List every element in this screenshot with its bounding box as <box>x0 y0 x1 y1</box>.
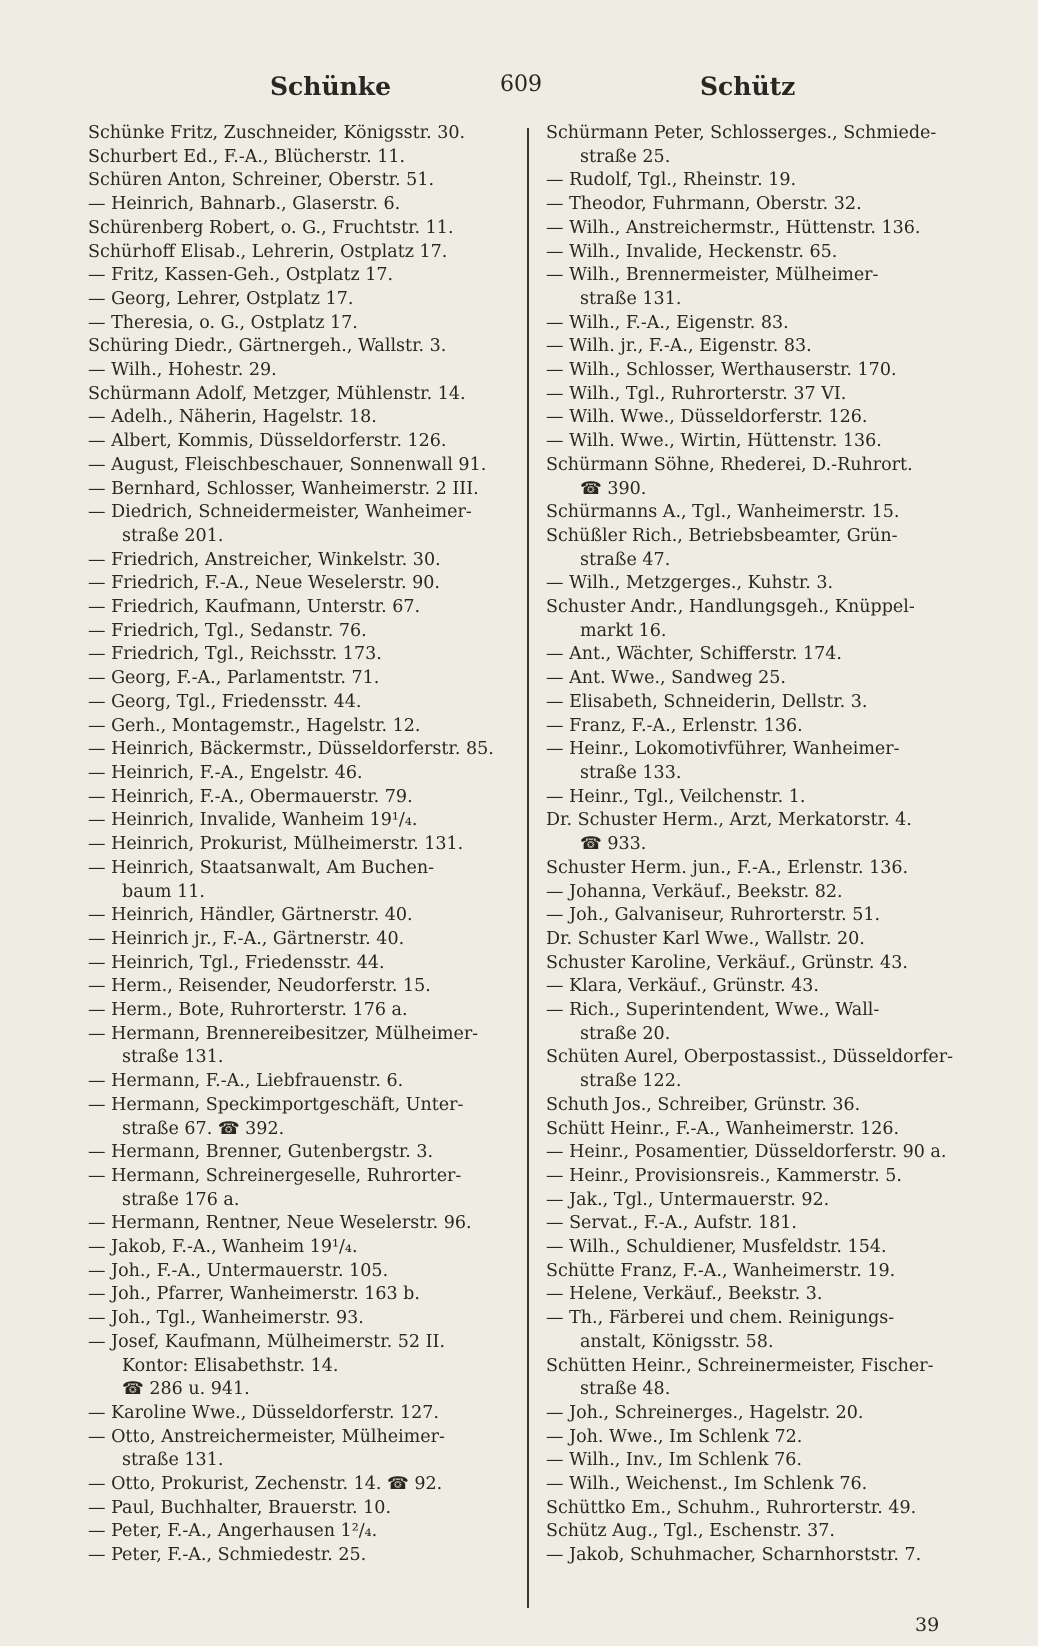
directory-entry: — Wilh. Wwe., Düsseldorferstr. 126. <box>546 407 868 428</box>
directory-entry: — Hermann, Speckimportgeschäft, Unter- <box>88 1094 464 1115</box>
directory-entry: — Rudolf, Tgl., Rheinstr. 19. <box>546 170 797 191</box>
entry-continuation: straße 176 a. <box>122 1189 240 1210</box>
directory-entry: — Servat., F.-A., Aufstr. 181. <box>546 1213 797 1234</box>
directory-entry: — Wilh., Anstreichermstr., Hüttenstr. 136. <box>546 217 921 238</box>
directory-entry: — Georg, Lehrer, Ostplatz 17. <box>88 288 354 309</box>
directory-entry: — Heinrich, Tgl., Friedensstr. 44. <box>88 952 385 973</box>
directory-entry: — Joh. Wwe., Im Schlenk 72. <box>546 1426 803 1447</box>
directory-entry: — Joh., Galvaniseur, Ruhrorterstr. 51. <box>546 905 881 926</box>
directory-entry: — Heinrich, F.-A., Engelstr. 46. <box>88 762 363 783</box>
directory-entry: — Hermann, Brenner, Gutenbergstr. 3. <box>88 1142 434 1163</box>
directory-entry: — Heinrich, Bäckermstr., Düsseldorferstr. 85. <box>88 739 494 760</box>
left-column <box>88 122 513 1568</box>
directory-entry: — Otto, Prokurist, Zechenstr. 14. ☎ 92. <box>88 1474 443 1495</box>
directory-entry: — Heinrich, Händler, Gärtnerstr. 40. <box>88 905 413 926</box>
entry-continuation: straße 131. <box>122 1450 224 1471</box>
directory-entry: — Heinr., Tgl., Veilchenstr. 1. <box>546 786 806 807</box>
entry-continuation: ☎ 390. <box>580 478 647 499</box>
directory-entry: — Joh., Schreinerges., Hagelstr. 20. <box>546 1402 864 1423</box>
directory-entry: — Wilh. Wwe., Wirtin, Hüttenstr. 136. <box>546 431 882 452</box>
directory-entry: — Rich., Superintendent, Wwe., Wall- <box>546 1000 880 1021</box>
directory-entry: — Georg, Tgl., Friedensstr. 44. <box>88 691 362 712</box>
directory-entry: — Jakob, Schuhmacher, Scharnhorststr. 7. <box>546 1545 922 1566</box>
entry-continuation: ☎ 286 u. 941. <box>122 1379 250 1400</box>
column-divider <box>527 128 529 1608</box>
directory-entry: — Heinr., Provisionsreis., Kammerstr. 5. <box>546 1165 902 1186</box>
directory-entry: Schütt Heinr., F.-A., Wanheimerstr. 126. <box>546 1118 900 1139</box>
directory-entry: — Johanna, Verkäuf., Beekstr. 82. <box>546 881 843 902</box>
directory-entry: — Friedrich, Tgl., Sedanstr. 76. <box>88 620 367 641</box>
directory-entry: — Gerh., Montagemstr., Hagelstr. 12. <box>88 715 421 736</box>
directory-entry: — Jak., Tgl., Untermauerstr. 92. <box>546 1189 830 1210</box>
directory-entry: — Peter, F.-A., Angerhausen 1²/₄. <box>88 1521 378 1542</box>
directory-entry: — Elisabeth, Schneiderin, Dellstr. 3. <box>546 691 868 712</box>
directory-entry: — Theodor, Fuhrmann, Oberstr. 32. <box>546 194 862 215</box>
directory-entry: — Heinrich, Prokurist, Mülheimerstr. 131. <box>88 834 464 855</box>
directory-entry: — Hermann, Brennereibesitzer, Mülheimer- <box>88 1023 479 1044</box>
directory-entry: Schürmann Söhne, Rhederei, D.-Ruhrort. <box>546 454 913 475</box>
directory-entry: — Wilh., Metzgerges., Kuhstr. 3. <box>546 573 834 594</box>
entry-continuation: ☎ 933. <box>580 834 647 855</box>
directory-entry: — Heinrich, Invalide, Wanheim 19¹/₄. <box>88 810 418 831</box>
directory-entry: — Friedrich, Tgl., Reichsstr. 173. <box>88 644 382 665</box>
directory-entry: — Adelh., Näherin, Hagelstr. 18. <box>88 407 377 428</box>
directory-entry: — Fritz, Kassen-Geh., Ostplatz 17. <box>88 265 394 286</box>
directory-entry: — Albert, Kommis, Düsseldorferstr. 126. <box>88 431 447 452</box>
directory-entry: — Joh., Pfarrer, Wanheimerstr. 163 b. <box>88 1284 420 1305</box>
entry-continuation: straße 47. <box>580 549 671 570</box>
directory-entry: Schürhoff Elisab., Lehrerin, Ostplatz 17. <box>88 241 448 262</box>
directory-entry: — Ant. Wwe., Sandweg 25. <box>546 668 786 689</box>
directory-entry: — Herm., Reisender, Neudorferstr. 15. <box>88 976 431 997</box>
directory-entry: — Paul, Buchhalter, Brauerstr. 10. <box>88 1497 392 1518</box>
entry-continuation: straße 201. <box>122 525 224 546</box>
directory-entry: — Wilh., Inv., Im Schlenk 76. <box>546 1450 802 1471</box>
directory-entry: Schüttko Em., Schuhm., Ruhrorterstr. 49. <box>546 1497 917 1518</box>
directory-entry: Schütten Heinr., Schreinermeister, Fischer- <box>546 1355 934 1376</box>
directory-entry: — Wilh., Brennermeister, Mülheimer- <box>546 265 879 286</box>
entry-continuation: baum 11. <box>122 881 205 902</box>
directory-entry: — August, Fleischbeschauer, Sonnenwall 91. <box>88 454 487 475</box>
directory-entry: — Hermann, Schreinergeselle, Ruhrorter- <box>88 1165 462 1186</box>
entry-continuation: markt 16. <box>580 620 667 641</box>
directory-entry: — Wilh., Schuldiener, Musfeldstr. 154. <box>546 1237 887 1258</box>
directory-entry: Schütz Aug., Tgl., Eschenstr. 37. <box>546 1521 835 1542</box>
directory-entry: — Bernhard, Schlosser, Wanheimerstr. 2 III. <box>88 478 479 499</box>
entry-continuation: straße 25. <box>580 146 671 167</box>
running-header-right: Schütz <box>700 72 796 101</box>
right-column <box>546 122 971 1568</box>
directory-entry: — Wilh., Invalide, Heckenstr. 65. <box>546 241 838 262</box>
directory-entry: — Wilh., Hohestr. 29. <box>88 360 277 381</box>
directory-entry: — Heinr., Posamentier, Düsseldorferstr. 90 a. <box>546 1142 947 1163</box>
running-header-left: Schünke <box>270 72 392 101</box>
directory-entry: — Georg, F.-A., Parlamentstr. 71. <box>88 668 380 689</box>
directory-entry: — Heinrich, Bahnarb., Glaserstr. 6. <box>88 194 401 215</box>
directory-entry: — Helene, Verkäuf., Beekstr. 3. <box>546 1284 823 1305</box>
entry-continuation: straße 20. <box>580 1023 671 1044</box>
directory-entry: — Klara, Verkäuf., Grünstr. 43. <box>546 976 819 997</box>
directory-entry: — Ant., Wächter, Schifferstr. 174. <box>546 644 842 665</box>
entry-continuation: straße 122. <box>580 1071 682 1092</box>
directory-entry: Schürmanns A., Tgl., Wanheimerstr. 15. <box>546 502 900 523</box>
directory-entry: — Heinrich, F.-A., Obermauerstr. 79. <box>88 786 413 807</box>
directory-entry: Dr. Schuster Herm., Arzt, Merkatorstr. 4. <box>546 810 912 831</box>
directory-entry: Schürenberg Robert, o. G., Fruchtstr. 11. <box>88 217 454 238</box>
directory-entry: Schüßler Rich., Betriebsbeamter, Grün- <box>546 525 898 546</box>
entry-continuation: straße 48. <box>580 1379 671 1400</box>
directory-entry: — Wilh. jr., F.-A., Eigenstr. 83. <box>546 336 812 357</box>
directory-entry: — Hermann, F.-A., Liebfrauenstr. 6. <box>88 1071 404 1092</box>
directory-entry: — Wilh., Tgl., Ruhrorterstr. 37 VI. <box>546 383 847 404</box>
directory-entry: Schütte Franz, F.-A., Wanheimerstr. 19. <box>546 1260 896 1281</box>
directory-entry: — Wilh., Schlosser, Werthauserstr. 170. <box>546 360 897 381</box>
directory-entry: — Friedrich, Anstreicher, Winkelstr. 30. <box>88 549 441 570</box>
directory-entry: Schüten Aurel, Oberpostassist., Düsseldorfer- <box>546 1047 954 1068</box>
directory-entry: — Joh., F.-A., Untermauerstr. 105. <box>88 1260 389 1281</box>
directory-entry: — Heinr., Lokomotivführer, Wanheimer- <box>546 739 900 760</box>
directory-entry: — Jakob, F.-A., Wanheim 19¹/₄. <box>88 1237 358 1258</box>
directory-entry: Schürmann Peter, Schlosserges., Schmiede- <box>546 123 937 143</box>
directory-entry: — Herm., Bote, Ruhrorterstr. 176 a. <box>88 1000 408 1021</box>
directory-entry: Schurbert Ed., F.-A., Blücherstr. 11. <box>88 146 406 167</box>
directory-entry: Schüring Diedr., Gärtnergeh., Wallstr. 3. <box>88 336 447 357</box>
entry-continuation: straße 131. <box>580 288 682 309</box>
directory-entry: — Wilh., F.-A., Eigenstr. 83. <box>546 312 789 333</box>
entry-continuation: straße 67. ☎ 392. <box>122 1118 285 1139</box>
directory-entry: — Josef, Kaufmann, Mülheimerstr. 52 II. <box>88 1331 446 1352</box>
entry-continuation: anstalt, Königsstr. 58. <box>580 1331 774 1352</box>
page-number: 609 <box>500 72 542 97</box>
directory-entry: Schuster Andr., Handlungsgeh., Knüppel- <box>546 597 915 618</box>
directory-entry: Schürmann Adolf, Metzger, Mühlenstr. 14. <box>88 383 466 404</box>
directory-entry: — Friedrich, Kaufmann, Unterstr. 67. <box>88 597 421 618</box>
directory-entry: Schuster Herm. jun., F.-A., Erlenstr. 136. <box>546 857 909 878</box>
directory-entry: Schuster Karoline, Verkäuf., Grünstr. 43. <box>546 952 908 973</box>
entry-continuation: Kontor: Elisabethstr. 14. <box>122 1355 339 1376</box>
directory-entry: — Franz, F.-A., Erlenstr. 136. <box>546 715 803 736</box>
directory-entry: — Theresia, o. G., Ostplatz 17. <box>88 312 358 333</box>
directory-entry: — Hermann, Rentner, Neue Weselerstr. 96. <box>88 1213 472 1234</box>
directory-entry: — Friedrich, F.-A., Neue Weselerstr. 90. <box>88 573 440 594</box>
entry-continuation: straße 133. <box>580 762 682 783</box>
directory-entry: Schünke Fritz, Zuschneider, Königsstr. 30. <box>88 123 466 143</box>
directory-entry: — Peter, F.-A., Schmiedestr. 25. <box>88 1545 367 1566</box>
directory-entry: — Otto, Anstreichermeister, Mülheimer- <box>88 1426 445 1447</box>
directory-entry: Schüren Anton, Schreiner, Oberstr. 51. <box>88 170 435 191</box>
signature-mark: 39 <box>915 1614 940 1636</box>
directory-entry: — Th., Färberei und chem. Reinigungs- <box>546 1308 895 1329</box>
directory-entry: — Heinrich jr., F.-A., Gärtnerstr. 40. <box>88 928 405 949</box>
directory-entry: Dr. Schuster Karl Wwe., Wallstr. 20. <box>546 928 865 949</box>
directory-entry: Schuth Jos., Schreiber, Grünstr. 36. <box>546 1094 861 1115</box>
directory-entry: — Heinrich, Staatsanwalt, Am Buchen- <box>88 857 435 878</box>
directory-entry: — Joh., Tgl., Wanheimerstr. 93. <box>88 1308 364 1329</box>
directory-entry: — Diedrich, Schneidermeister, Wanheimer- <box>88 502 472 523</box>
directory-entry: — Karoline Wwe., Düsseldorferstr. 127. <box>88 1402 439 1423</box>
directory-entry: — Wilh., Weichenst., Im Schlenk 76. <box>546 1474 868 1495</box>
entry-continuation: straße 131. <box>122 1047 224 1068</box>
